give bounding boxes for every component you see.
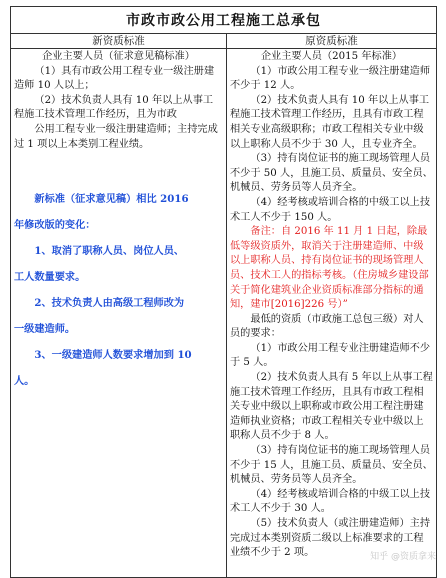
right-item-2: （2）技术负责人具有 10 年以上从事工程施工技术管理工作经历，且具有市政工程相关专业高级职称；市政工程相关专业中级以上职称人员不少于 30 人，且专业齐全。 <box>230 94 430 150</box>
left-heading: 企业主要人员（征求意见稿标准） <box>42 51 195 62</box>
min-item-3: （3）持有岗位证书的施工现场管理人员不少于 15 人，且施工员、质量员、安全员、机械员、劳务员等人员齐全。 <box>230 445 433 486</box>
left-item-2: （2）技术负责人具有 10 年以上从事工程施工技术管理工作经历，且为市政 <box>14 94 214 121</box>
right-heading: 企业主要人员（2015 年标准） <box>260 51 403 62</box>
change-1-line-1: 1、取消了职称人员、岗位人员、 <box>34 245 185 258</box>
change-3-line-2: 人。 <box>14 375 35 388</box>
min-item-2: （2）技术负责人具有 5 年以上从事工程施工技术管理工作经历，且具有市政工程相关专业中级以上职称或市政公用工程注册建造师执业资格；市政工程相关专业中级以上职称人员不少于 8 人。 <box>230 372 433 442</box>
old-standard-column <box>227 49 437 578</box>
standards-table <box>10 6 437 578</box>
right-item-1: （1）市政公用工程专业一级注册建造师不少于 12 人。 <box>230 65 431 92</box>
spacer <box>14 152 223 186</box>
right-item-4: （4）经考核或培训合格的中级工以上技术工人不少于 150 人。 <box>230 196 431 223</box>
header-old-standard: 原资质标准 <box>227 34 437 49</box>
watermark: 知乎 @资质拿来 <box>370 552 436 562</box>
change-3-line-1: 3、一级建造师人数要求增加到 10 <box>34 349 192 362</box>
table-title: 市政市政公用工程施工总承包 <box>11 7 437 34</box>
change-2-line-2: 一级建造师。 <box>14 323 76 336</box>
change-2-line-1: 2、技术负责人由高级工程师改为 <box>34 297 185 310</box>
header-new-standard: 新资质标准 <box>11 34 227 49</box>
min-qualification-heading: 最低的资质（市政施工总包三级）对人员的要求： <box>230 313 424 340</box>
min-item-4: （4）经考核或培训合格的中级工以上技术工人不少于 30 人。 <box>230 488 431 515</box>
right-item-3: （3）持有岗位证书的施工现场管理人员不少于 50 人，且施工员、质量员、安全员、机械员、劳务员等人员齐全。 <box>230 153 433 194</box>
changes-title-line-2: 年修改版的变化： <box>14 219 96 232</box>
changes-title-line-1: 新标准（征求意见稿）相比 2016 <box>34 193 189 206</box>
left-item-3: 公用工程专业一级注册建造师；主持完成过 1 项以上本类别工程业绩。 <box>14 123 218 150</box>
min-item-1: （1）市政公用工程专业注册建造师不少于 5 人。 <box>230 342 431 369</box>
left-item-1: （1）具有市政公用工程专业一级注册建造师 10 人以上； <box>14 65 215 92</box>
policy-note: 备注：自 2016 年 11 月 1 日起，除最低等级资质外，取消关于注册建造师、中级以上职称人员、持有岗位证书的现场管理人员、技术工人的指标考核。（住房城乡建设部关于简化建筑业企业资质标准部分指标的通知，建市[2016]226 号）” <box>230 226 429 311</box>
change-1-line-2: 工人数量要求。 <box>14 271 86 284</box>
min-item-5: （5）技术负责人（或注册建造师）主持完成过本类别资质二级以上标准要求的工程业绩不少于 2 项。 <box>230 518 431 559</box>
new-standard-column <box>11 49 227 578</box>
